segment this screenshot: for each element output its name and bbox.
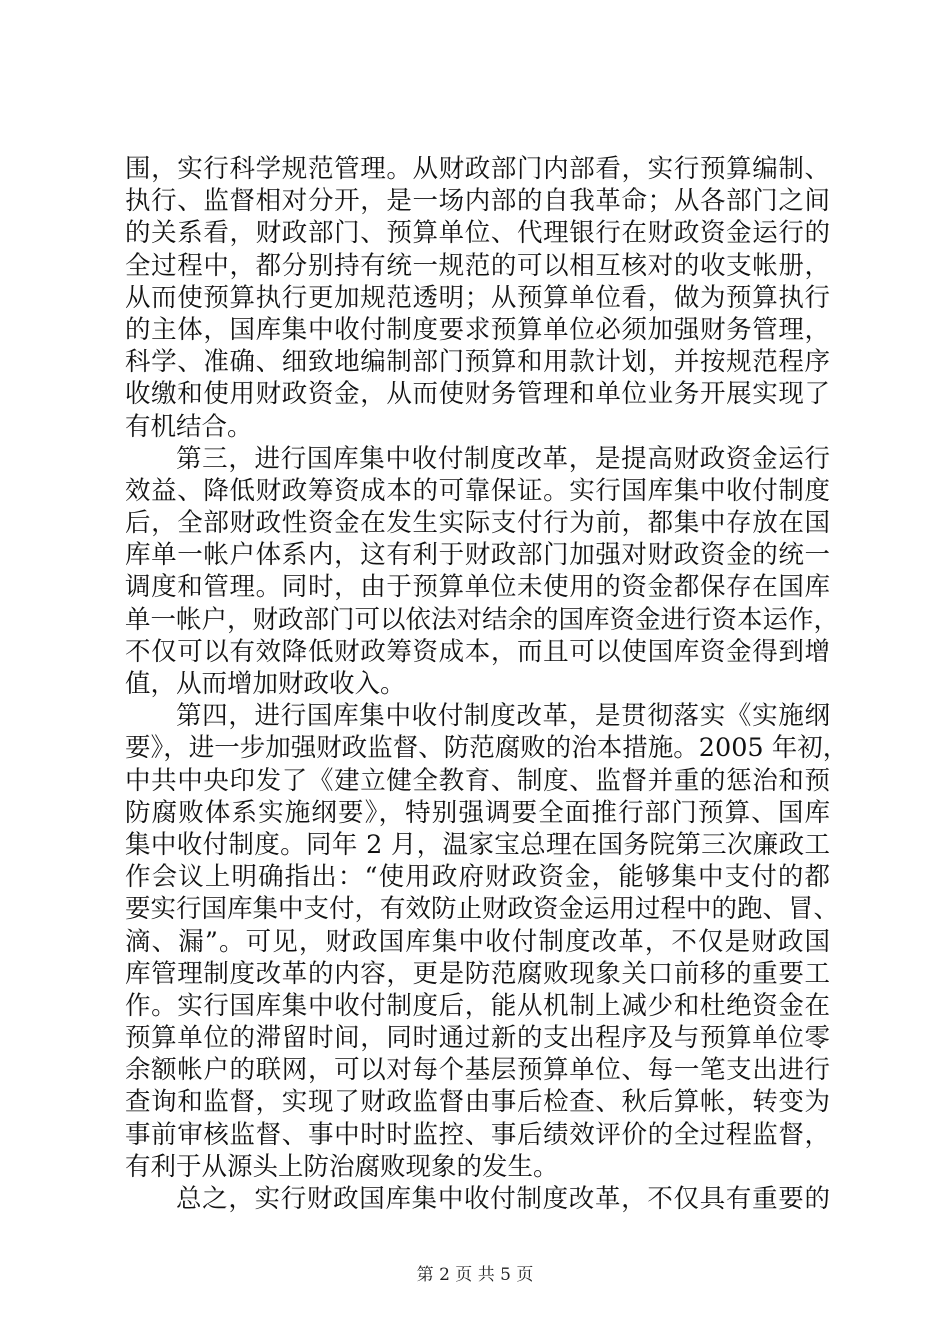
page-footer: 第 2 页 共 5 页 [416, 1265, 534, 1285]
text-line: 库管理制度改革的内容，更是防范腐败现象关口前移的重要工 [125, 958, 830, 989]
text-line: 查询和监督，实现了财政监督由事后检查、秋后算帐，转变为 [125, 1087, 830, 1118]
text-line: 的关系看，财政部门、预算单位、代理银行在财政资金运行的 [125, 218, 830, 249]
text-line: 余额帐户的联网，可以对每个基层预算单位、每一笔支出进行 [125, 1055, 830, 1086]
text-line: 要》，进一步加强财政监督、防范腐败的治本措施。2005 年初， [125, 733, 849, 764]
text-line: 收缴和使用财政资金，从而使财务管理和单位业务开展实现了 [125, 379, 830, 410]
text-line: 防腐败体系实施纲要》，特别强调要全面推行部门预算、国库 [125, 797, 830, 828]
text-line: 总之，实行财政国库集中收付制度改革，不仅具有重要的 [176, 1184, 830, 1214]
body-text [125, 153, 849, 1215]
text-line: 库单一帐户体系内，这有利于财政部门加强对财政资金的统一 [125, 540, 830, 571]
text-line: 后，全部财政性资金在发生实际支付行为前，都集中存放在国 [125, 508, 830, 539]
text-line: 第三，进行国库集中收付制度改革，是提高财政资金运行 [176, 443, 830, 474]
text-line: 集中收付制度。同年 2 月，温家宝总理在国务院第三次廉政工 [125, 829, 830, 860]
text-line: 的主体，国库集中收付制度要求预算单位必须加强财务管理， [125, 314, 830, 345]
text-line: 围，实行科学规范管理。从财政部门内部看，实行预算编制、 [125, 154, 830, 184]
text-line: 中共中央印发了《建立健全教育、制度、监督并重的惩治和预 [125, 765, 830, 796]
text-line: 不仅可以有效降低财政筹资成本，而且可以使国库资金得到增 [125, 636, 830, 667]
text-line: 值，从而增加财政收入。 [125, 669, 406, 699]
text-line: 作会议上明确指出：“使用政府财政资金，能够集中支付的都 [125, 862, 830, 893]
text-line: 预算单位的滞留时间，同时通过新的支出程序及与预算单位零 [125, 1023, 830, 1054]
text-line: 单一帐户，财政部门可以依法对结余的国库资金进行资本运作， [125, 604, 840, 635]
text-line: 有机结合。 [125, 411, 253, 442]
text-line: 全过程中，都分别持有统一规范的可以相互核对的收支帐册， [125, 250, 830, 281]
text-line: 执行、监督相对分开，是一场内部的自我革命；从各部门之间 [125, 186, 830, 217]
text-line: 滴、漏”。可见，财政国库集中收付制度改革，不仅是财政国 [125, 926, 830, 957]
text-line: 要实行国库集中支付，有效防止财政资金运用过程中的跑、冒、 [125, 894, 840, 925]
text-line: 调度和管理。同时，由于预算单位未使用的资金都保存在国库 [125, 572, 830, 603]
text-line: 效益、降低财政筹资成本的可靠保证。实行国库集中收付制度 [125, 475, 830, 506]
text-line: 第四，进行国库集中收付制度改革，是贯彻落实《实施纲 [176, 701, 830, 732]
text-line: 从而使预算执行更加规范透明；从预算单位看，做为预算执行 [125, 282, 830, 313]
text-line: 有利于从源头上防治腐败现象的发生。 [125, 1151, 559, 1182]
text-line: 科学、准确、细致地编制部门预算和用款计划，并按规范程序 [125, 347, 830, 378]
text-line: 事前审核监督、事中时时监控、事后绩效评价的全过程监督， [125, 1119, 830, 1150]
text-line: 作。实行国库集中收付制度后，能从机制上减少和杜绝资金在 [125, 990, 830, 1021]
